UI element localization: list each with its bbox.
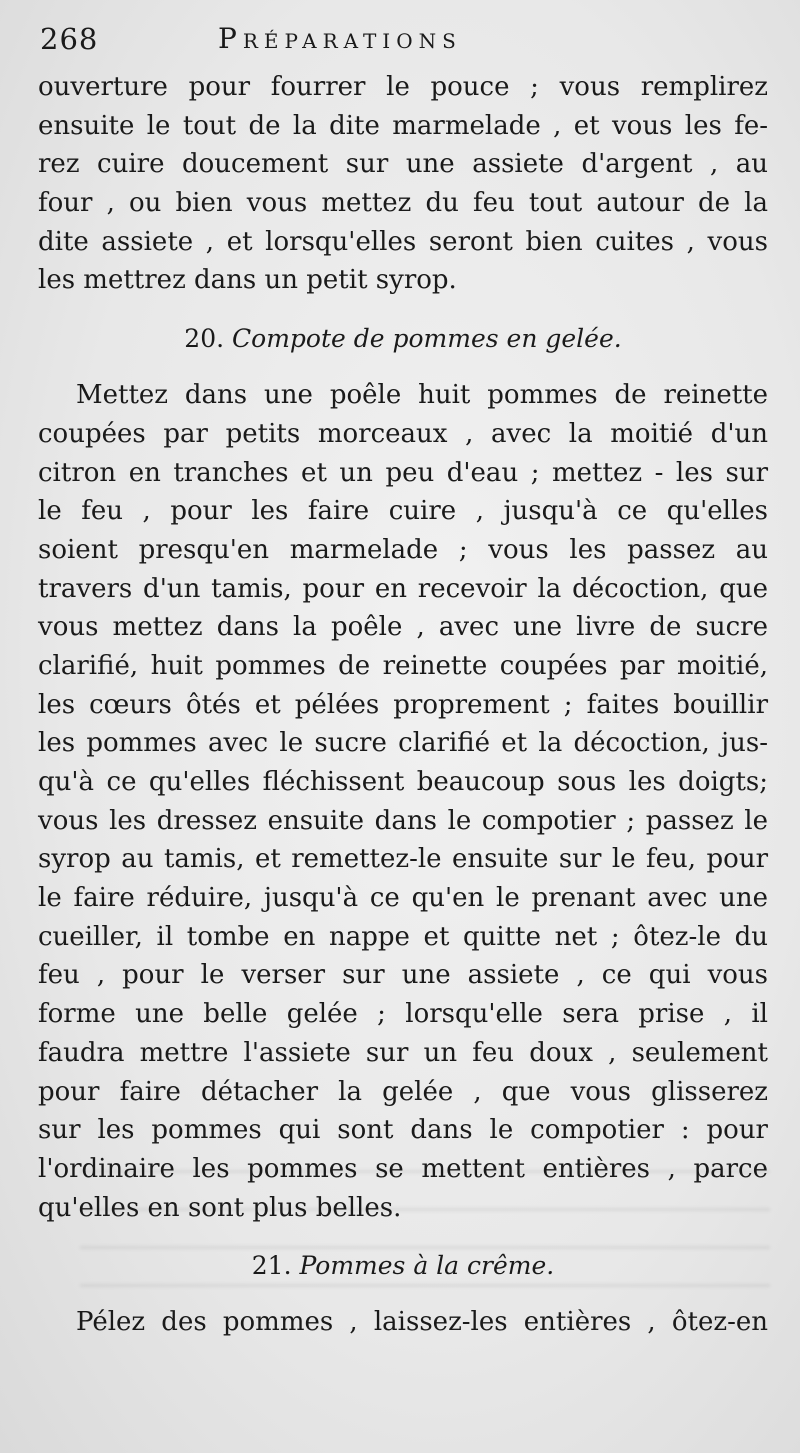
text-line: travers d'un tamis, pour en recevoir la décoction, que: [38, 573, 768, 604]
text-line: clarifié, huit pommes de reinette coupées par moitié,: [38, 650, 768, 681]
text-line: l'ordinaire les pommes se mettent entières , parce: [38, 1153, 768, 1184]
text-line: rez cuire doucement sur une assiete d'argent , au: [38, 149, 768, 180]
text-line: faudra mettre l'assiete sur un feu doux , seulement: [38, 1037, 768, 1068]
text-line: les mettrez dans un petit syrop.: [38, 265, 457, 296]
text-line: Mettez dans une poêle huit pommes de reinette: [76, 380, 768, 411]
section-title: Compote de pommes en gelée.: [232, 324, 622, 354]
text-line: coupées par petits morceaux , avec la moitié d'un: [38, 418, 768, 449]
section-21-heading: [38, 1247, 768, 1285]
text-line: les pommes avec le sucre clarifié et la décoction, jus-: [38, 728, 768, 759]
text-line: ensuite le tout de la dite marmelade , et vous les fe-: [38, 110, 768, 141]
section-title: Pommes à la crême.: [299, 1251, 555, 1281]
text-block: [38, 68, 768, 1342]
section-20-paragraph: [38, 376, 768, 1227]
text-line: four , ou bien vous mettez du feu tout autour de la: [38, 188, 768, 219]
text-line: le faire réduire, jusqu'à ce qu'en le prenant avec une: [38, 883, 768, 914]
section-number: 21.: [251, 1251, 292, 1281]
section-21-paragraph: [38, 1303, 768, 1342]
text-line: Pélez des pommes , laissez-les entières , ôtez-en: [76, 1307, 768, 1338]
text-line: pour faire détacher la gelée , que vous glisserez: [38, 1076, 768, 1107]
section-20-heading: [38, 320, 768, 358]
text-line: syrop au tamis, et remettez-le ensuite sur le feu, pour: [38, 844, 768, 875]
section-number: 20.: [184, 324, 225, 354]
running-head: Préparations: [218, 22, 462, 55]
text-line: les cœurs ôtés et pélées proprement ; faites bouillir: [38, 689, 768, 720]
text-line: forme une belle gelée ; lorsqu'elle sera prise , il: [38, 999, 768, 1030]
text-line: dite assiete , et lorsqu'elles seront bien cuites , vous: [38, 226, 768, 257]
text-line: soient presqu'en marmelade ; vous les passez au: [38, 534, 768, 565]
text-line: feu , pour le verser sur une assiete , ce qui vous: [38, 960, 768, 991]
continuation-paragraph: [38, 68, 768, 300]
text-line: ouverture pour fourrer le pouce ; vous remplirez: [38, 72, 768, 102]
text-line: cueiller, il tombe en nappe et quitte net ; ôtez-le du: [38, 921, 768, 952]
page-header: [40, 22, 765, 68]
text-line: vous mettez dans la poêle , avec une livre de sucre: [38, 612, 768, 643]
text-line: sur les pommes qui sont dans le compotier : pour: [38, 1115, 768, 1146]
text-line: qu'à ce qu'elles fléchissent beaucoup sous les doigts;: [38, 767, 768, 797]
text-line: vous les dressez ensuite dans le compotier ; passez le: [38, 805, 768, 836]
text-line: le feu , pour les faire cuire , jusqu'à ce qu'elles: [38, 496, 768, 527]
text-line: qu'elles en sont plus belles.: [38, 1192, 402, 1223]
text-line: citron en tranches et un peu d'eau ; mettez - les sur: [38, 457, 768, 488]
page-number: 268: [40, 22, 99, 56]
